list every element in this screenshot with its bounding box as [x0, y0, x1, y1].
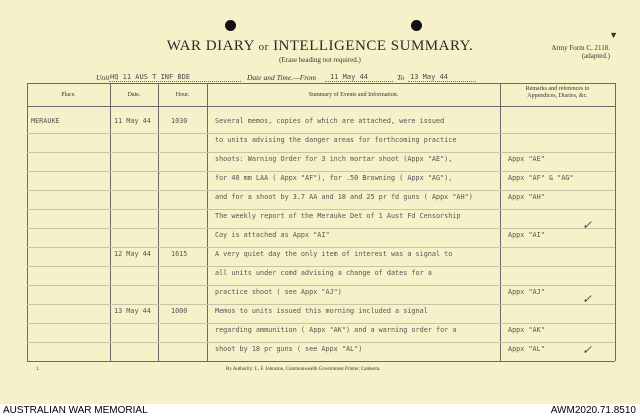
entry-remark: Appx "AI"	[508, 231, 545, 239]
column-divider	[207, 83, 208, 361]
stray-mark-icon: ·	[157, 170, 162, 178]
entry-date: 12 May 44	[114, 250, 151, 258]
entry-text: all units under comd advising a change of dates for a	[215, 269, 432, 277]
unit-dotted-line	[109, 81, 241, 82]
archive-caption-bar	[0, 404, 640, 418]
entry-remark: Appx "AF" & "AG"	[508, 174, 574, 182]
form-adapted-text: (adapted.)	[581, 52, 610, 60]
punch-hole-right	[411, 20, 422, 31]
corner-mark-icon: ▼	[609, 30, 618, 40]
form-number-text: Army Form C. 2118.	[551, 44, 610, 52]
entry-text: and for a shoot by 3.7 AA and 18 and 25 pr fd guns ( Appx "AH")	[215, 193, 473, 201]
entry-text: Memos to units issued this morning included a signal	[215, 307, 428, 315]
row-rule	[27, 304, 615, 305]
entry-date: 13 May 44	[114, 307, 151, 315]
punch-hole-left	[225, 20, 236, 31]
entry-remark: Appx "AL"	[508, 345, 545, 353]
archive-reference: AWM2020.71.8510	[550, 405, 636, 416]
page-number: 1.	[36, 367, 40, 372]
table-bottom-border	[27, 361, 615, 362]
column-divider	[615, 83, 616, 361]
row-rule	[27, 266, 615, 267]
entry-text: A very quiet day the only item of interest was a signal to	[215, 250, 453, 258]
column-header-summary: Summary of Events and Information.	[308, 92, 399, 98]
initials-signature-icon: ✓	[582, 218, 593, 232]
entry-hour: 1000	[171, 307, 188, 315]
unit-label: Unit	[96, 73, 110, 82]
entry-remark: Appx "AK"	[508, 326, 545, 334]
column-divider	[500, 83, 501, 361]
table-header-border	[27, 106, 615, 107]
date-time-label: Date and Time.—From	[247, 73, 317, 82]
row-rule	[27, 323, 615, 324]
row-rule	[27, 285, 615, 286]
from-dotted-line	[325, 81, 393, 82]
title-war-diary: WAR DIARY	[166, 38, 255, 54]
entry-remark: Appx "AH"	[508, 193, 545, 201]
entry-text: to units advising the danger areas for forthcoming practice	[215, 136, 457, 144]
printer-credit: By Authority: L. F. Johnston, Commonwealth Government Printer, Canberra.	[226, 367, 381, 372]
entry-remark: Appx "AJ"	[508, 288, 545, 296]
row-rule	[27, 152, 615, 153]
date-to-value: 13 May 44	[410, 73, 448, 81]
to-dotted-line	[408, 81, 476, 82]
column-header-date: Date.	[127, 92, 141, 98]
initials-signature-icon: ✓	[582, 292, 593, 306]
column-header-remarks-line2: Appendices, Diaries, &c.	[527, 93, 588, 99]
entry-text: Coy is attached as Appx "AI"	[215, 231, 330, 239]
column-header-remarks-line1: Remarks and references to	[525, 86, 590, 92]
row-rule	[27, 209, 615, 210]
column-header-place: Place.	[61, 92, 76, 98]
row-rule	[27, 247, 615, 248]
entry-text: practice shoot ( see Appx "AJ")	[215, 288, 342, 296]
date-from-value: 11 May 44	[330, 73, 368, 81]
entry-remark: Appx "AE"	[508, 155, 545, 163]
form-subtitle: (Erase heading not required.)	[279, 56, 361, 64]
unit-value: HQ 11 AUS T INF BDE	[110, 73, 191, 81]
initials-signature-icon: ✓	[582, 343, 593, 357]
entry-hour: 1030	[171, 117, 188, 125]
form-title	[0, 38, 640, 55]
row-rule	[27, 342, 615, 343]
table-top-border	[27, 83, 615, 84]
column-divider	[157, 83, 162, 361]
form-number	[551, 44, 610, 60]
entry-text: The weekly report of the Merauke Det of 1 Aust Fd Censorship	[215, 212, 461, 220]
title-or: or	[258, 41, 269, 53]
entry-place: MERAUKE	[31, 117, 60, 125]
entry-text: for 40 mm LAA ( Appx "AF"), for .50 Browning ( Appx "AG"),	[215, 174, 453, 182]
entry-hour: 1615	[171, 250, 188, 258]
column-header-hour: Hour.	[175, 92, 190, 98]
entry-text: regarding ammunition ( Appx "AK") and a warning order for a	[215, 326, 457, 334]
row-rule	[27, 228, 615, 229]
row-rule	[27, 133, 615, 134]
entry-text: Several memos, copies of which are attached, were issued	[215, 117, 445, 125]
column-divider	[110, 83, 111, 361]
entry-text: shoot by 18 pr guns ( see Appx "AL")	[215, 345, 363, 353]
entry-date: 11 May 44	[114, 117, 151, 125]
row-rule	[27, 171, 615, 172]
row-rule	[27, 190, 615, 191]
column-divider	[27, 83, 28, 361]
column-header-remarks	[500, 86, 615, 100]
entry-text: shoots: Warning Order for 3 inch mortar shoot (Appx "AE"),	[215, 155, 453, 163]
title-intelligence-summary: INTELLIGENCE SUMMARY.	[273, 38, 474, 54]
date-to-label: To	[397, 73, 405, 82]
archive-name: AUSTRALIAN WAR MEMORIAL	[3, 405, 148, 416]
